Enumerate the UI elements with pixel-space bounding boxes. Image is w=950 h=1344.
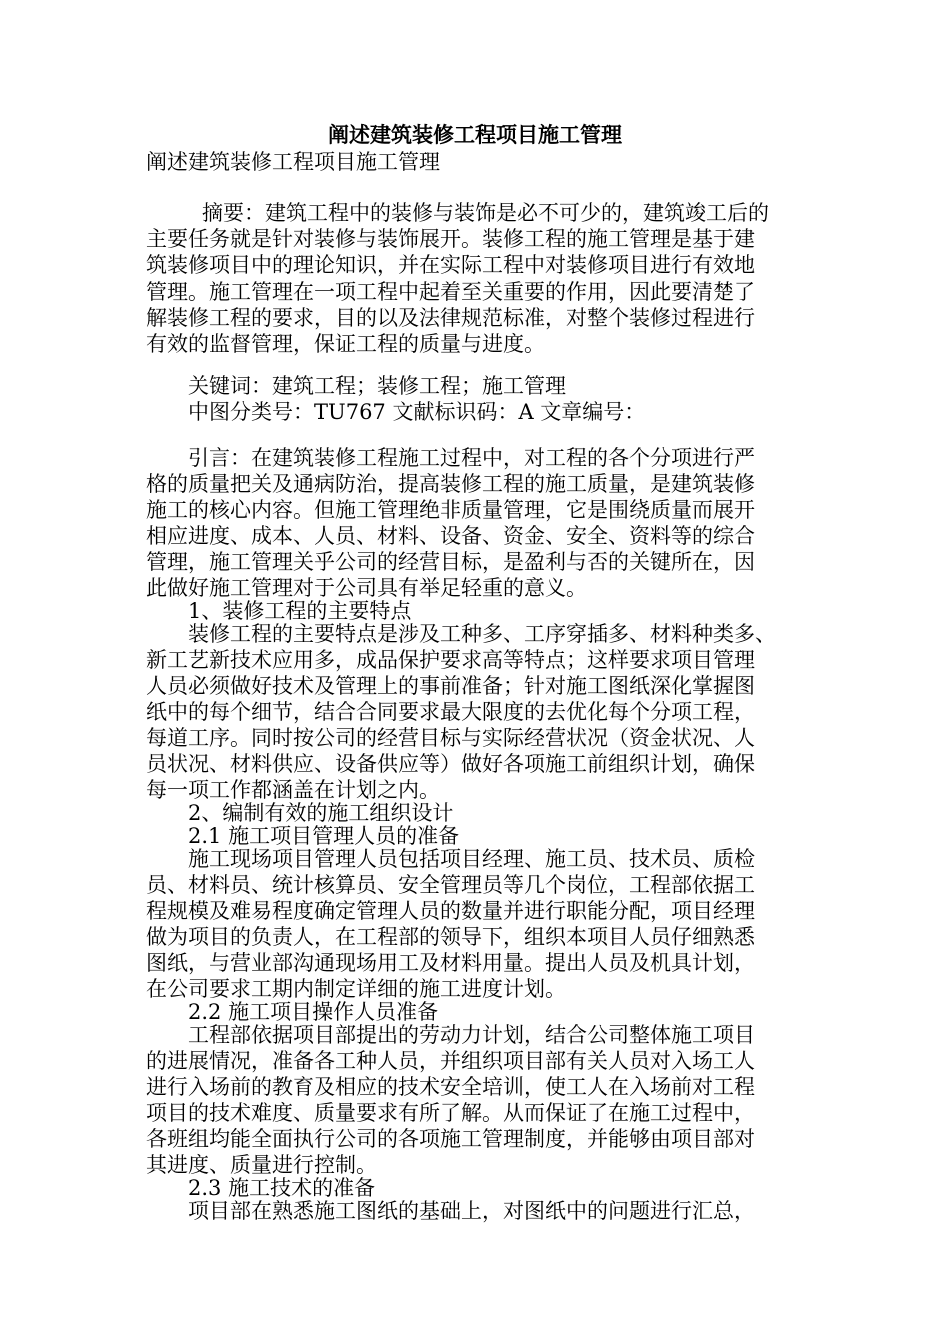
paragraph-line: 新工艺新技术应用多，成品保护要求高等特点；这样要求项目管理 [146,648,755,672]
paragraph-line: 装修工程的主要特点是涉及工种多、工序穿插多、材料种类多、 [188,622,776,646]
paragraph-line: 管理。施工管理在一项工程中起着至关重要的作用，因此要清楚了 [146,280,755,304]
paragraph-line: 相应进度、成本、人员、材料、设备、资金、安全、资料等的综合 [146,524,755,548]
paragraph-line: 项目的技术难度、质量要求有所了解。从而保证了在施工过程中， [146,1101,755,1125]
paragraph-line: 2.1 施工项目管理人员的准备 [188,824,460,848]
paragraph-line: 员、材料员、统计核算员、安全管理员等几个岗位，工程部依据工 [146,873,755,897]
paragraph-line: 的进展情况，准备各工种人员，并组织项目部有关人员对入场工人 [146,1049,755,1073]
paragraph-line: 1、装修工程的主要特点 [188,599,412,623]
paragraph-line: 纸中的每个细节，结合合同要求最大限度的去优化每个分项工程， [146,700,755,724]
paragraph-line: 此做好施工管理对于公司具有举足轻重的意义。 [146,576,587,600]
paragraph-line: 施工现场项目管理人员包括项目经理、施工员、技术员、质检 [188,847,755,871]
paragraph-line: 员状况、材料供应、设备供应等）做好各项施工前组织计划，确保 [146,752,755,776]
paragraph-line: 摘要：建筑工程中的装修与装饰是必不可少的，建筑竣工后的 [202,201,769,225]
document-subtitle: 阐述建筑装修工程项目施工管理 [146,150,440,174]
paragraph-line: 做为项目的负责人，在工程部的领导下，组织本项目人员仔细熟悉 [146,925,755,949]
paragraph-line: 进行入场前的教育及相应的技术安全培训，使工人在入场前对工程 [146,1075,755,1099]
paragraph-line: 引言：在建筑装修工程施工过程中，对工程的各个分项进行严 [188,446,755,470]
paragraph-line: 每一项工作都涵盖在计划之内。 [146,778,440,802]
paragraph-line: 管理，施工管理关乎公司的经营目标，是盈利与否的关键所在，因 [146,550,755,574]
paragraph-line: 主要任务就是针对装修与装饰展开。装修工程的施工管理是基于建 [146,227,755,251]
paragraph-line: 中图分类号：TU767 文献标识码：A 文章编号： [188,400,646,424]
paragraph-line: 人员必须做好技术及管理上的事前准备；针对施工图纸深化掌握图 [146,674,755,698]
paragraph-line: 在公司要求工期内制定详细的施工进度计划。 [146,977,566,1001]
paragraph-line: 图纸，与营业部沟通现场用工及材料用量。提出人员及机具计划， [146,951,755,975]
paragraph-line: 关键词：建筑工程；装修工程；施工管理 [188,374,566,398]
paragraph-line: 施工的核心内容。但施工管理绝非质量管理，它是围绕质量而展开 [146,498,755,522]
paragraph-line: 其进度、质量进行控制。 [146,1153,377,1177]
paragraph-line: 筑装修项目中的理论知识，并在实际工程中对装修项目进行有效地 [146,253,755,277]
paragraph-line: 每道工序。同时按公司的经营目标与实际经营状况（资金状况、人 [146,726,755,750]
paragraph-line: 有效的监督管理，保证工程的质量与进度。 [146,332,545,356]
paragraph-line: 解装修工程的要求，目的以及法律规范标准，对整个装修过程进行 [146,306,755,330]
paragraph-line: 2、编制有效的施工组织设计 [188,801,454,825]
paragraph-line: 程规模及难易程度确定管理人员的数量并进行职能分配，项目经理 [146,899,755,923]
document-title: 阐述建筑装修工程项目施工管理 [328,122,622,147]
paragraph-line: 格的质量把关及通病防治，提高装修工程的施工质量，是建筑装修 [146,472,755,496]
paragraph-line: 工程部依据项目部提出的劳动力计划，结合公司整体施工项目 [188,1023,755,1047]
paragraph-line: 项目部在熟悉施工图纸的基础上，对图纸中的问题进行汇总， [188,1199,755,1223]
paragraph-line: 各班组均能全面执行公司的各项施工管理制度，并能够由项目部对 [146,1127,755,1151]
paragraph-line: 2.2 施工项目操作人员准备 [188,1000,439,1024]
paragraph-line: 2.3 施工技术的准备 [188,1176,376,1200]
